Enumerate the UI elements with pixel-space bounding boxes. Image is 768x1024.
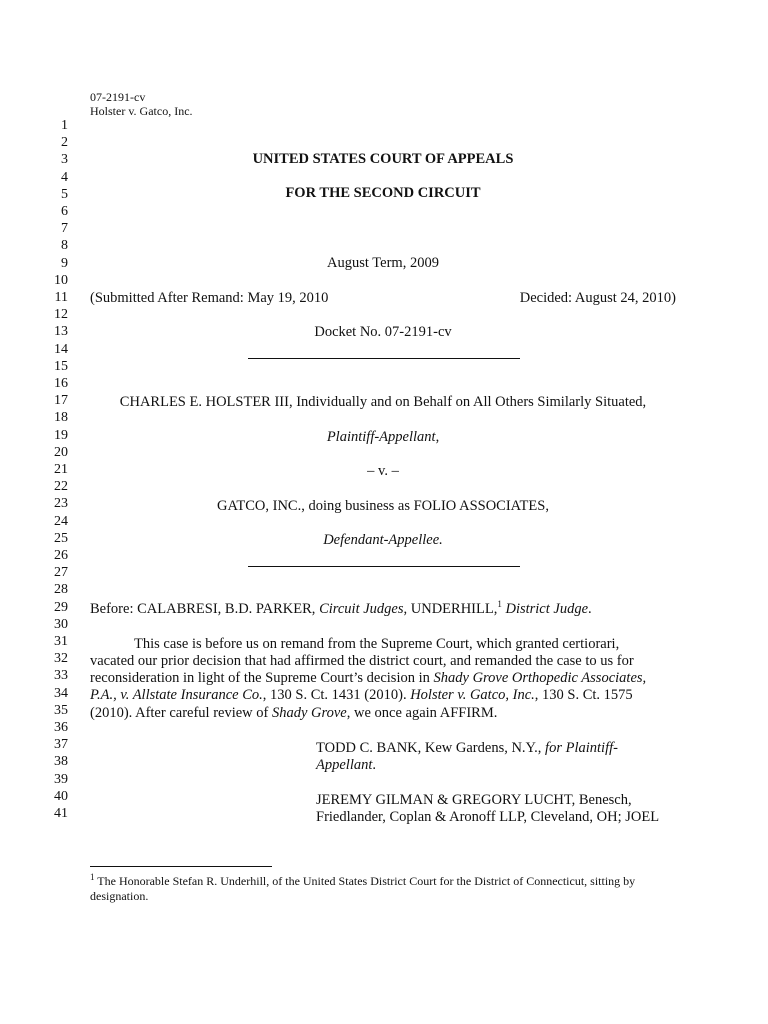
header-case-name: Holster v. Gatco, Inc. [90, 104, 193, 118]
line-number: 9 [61, 255, 68, 271]
versus: – v. – [367, 463, 399, 479]
footnote-reference[interactable]: 1 [497, 599, 502, 610]
body-line-35: (2010). After careful review of Shady Grove, we once again AFFIRM. [90, 705, 498, 721]
caption-rule-top [248, 358, 520, 359]
footnote [90, 874, 676, 904]
court-term: August Term, 2009 [327, 255, 439, 271]
line-number: 14 [54, 341, 68, 357]
line-number: 11 [54, 290, 68, 305]
decided-date: Decided: August 24, 2010) [519, 290, 676, 306]
line-number: 35 [54, 702, 68, 718]
header-docket: 07-2191-cv [90, 90, 146, 104]
line-number: 3 [61, 152, 68, 168]
line-number: 27 [54, 565, 68, 581]
line-number: 39 [54, 771, 68, 787]
body-line-31: This case is before us on remand from the Supreme Court, which granted certiorari, [134, 636, 620, 652]
footnote-rule [90, 866, 272, 867]
submitted-date: (Submitted After Remand: May 19, 2010 [90, 290, 329, 306]
counsel-line-38: Appellant. [316, 757, 377, 773]
circuit-name: FOR THE SECOND CIRCUIT [285, 185, 481, 201]
line-number: 4 [61, 169, 68, 185]
line-number: 13 [54, 324, 68, 340]
line-number: 40 [54, 788, 68, 804]
line-number: 19 [54, 427, 68, 443]
body-line-32: vacated our prior decision that had affirmed the district court, and remanded the case to us for [90, 653, 634, 669]
line-number: 26 [54, 548, 68, 563]
line-number: 21 [54, 462, 68, 477]
line-number: 15 [54, 358, 68, 374]
line-number: 6 [61, 204, 68, 219]
footnote-mark: 1 [90, 872, 95, 882]
plaintiff-role: Plaintiff-Appellant [326, 429, 436, 445]
line-number: 36 [54, 720, 68, 735]
body-line-33: reconsideration in light of the Supreme Court’s decision in Shady Grove Orthopedic Associates, [90, 670, 647, 686]
line-number: 8 [61, 238, 68, 254]
line-number: 28 [54, 582, 68, 598]
line-number: 16 [54, 376, 68, 391]
plaintiff-name: CHARLES E. HOLSTER III, Individually and on Behalf on All Others Similarly Situated, [119, 394, 647, 410]
line-number: 32 [54, 651, 68, 667]
counsel-line-37: TODD C. BANK, Kew Gardens, N.Y., for Plaintiff- [316, 740, 618, 756]
line-number: 18 [54, 410, 68, 426]
line-number: 41 [54, 806, 68, 821]
line-number: 23 [54, 496, 68, 512]
line-number: 2 [61, 135, 68, 151]
counsel-line-41: Friedlander, Coplan & Aronoff LLP, Cleveland, OH; JOEL [316, 809, 660, 825]
line-number: 31 [54, 634, 68, 649]
panel-line: Before: CALABRESI, B.D. PARKER, Circuit Judges, UNDERHILL,$^1$ District Judge. [90, 599, 592, 617]
plaintiff-role-line: Plaintiff-Appellant, [326, 429, 440, 445]
caption-rule-bottom [248, 566, 520, 567]
line-number: 7 [61, 221, 68, 237]
line-number: 22 [54, 479, 68, 495]
line-number: 30 [54, 616, 68, 632]
line-number: 38 [54, 754, 68, 770]
line-number: 37 [54, 737, 68, 753]
line-number: 17 [54, 393, 68, 409]
line-number: 10 [54, 272, 68, 288]
line-number: 24 [54, 513, 68, 529]
defendant-name: GATCO, INC., doing business as FOLIO ASSOCIATES, [217, 498, 549, 514]
footnote-text: The Honorable Stefan R. Underhill, of the United States District Court for the District of Connecticut, sitting by designation. [90, 874, 636, 903]
court-name: UNITED STATES COURT OF APPEALS [252, 151, 514, 167]
counsel-line-40: JEREMY GILMAN & GREGORY LUCHT, Benesch, [316, 792, 632, 808]
line-number: 5 [61, 186, 68, 202]
line-number: 25 [54, 530, 68, 546]
docket-number: Docket No. 07-2191-cv [314, 324, 452, 340]
line-number: 29 [54, 599, 68, 615]
line-number: 20 [54, 444, 68, 460]
line-number: 34 [54, 685, 68, 701]
body-line-34: P.A., v. Allstate Insurance Co., 130 S. Ct. 1431 (2010). Holster v. Gatco, Inc., 130 S. Ct. 1575 [90, 687, 633, 703]
line-number: 33 [54, 668, 68, 684]
defendant-role: Defendant-Appellee. [323, 532, 443, 548]
line-number: 12 [54, 307, 68, 323]
line-number: 1 [61, 118, 68, 133]
